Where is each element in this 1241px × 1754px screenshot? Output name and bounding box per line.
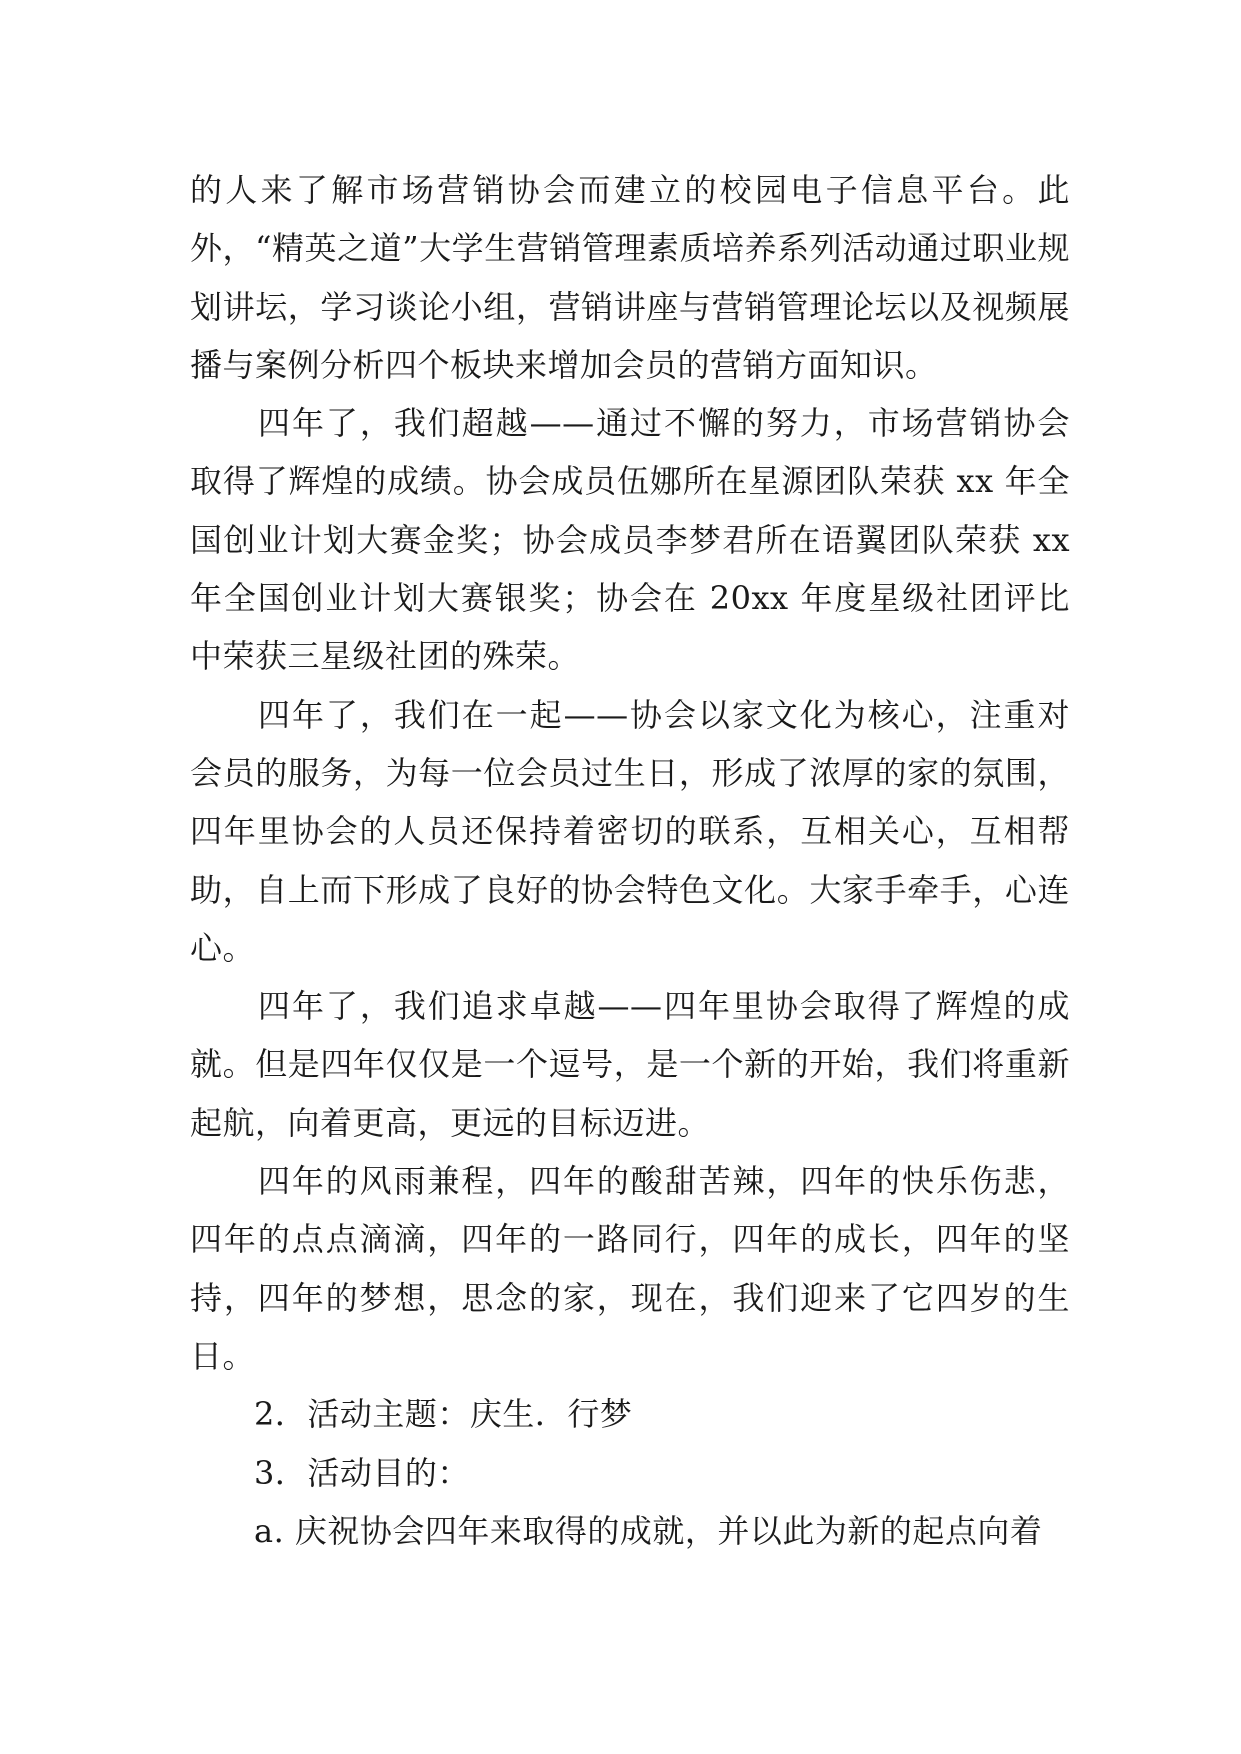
paragraph-excellence: 四年了，我们追求卓越——四年里协会取得了辉煌的成就。但是四年仅仅是一个逗号，是一个新的开始，我们将重新起航，向着更高，更远的目标迈进。	[190, 987, 1070, 1142]
activity-theme: 2．活动主题：庆生．行梦	[254, 1395, 633, 1434]
activity-purpose-a: a. 庆祝协会四年来取得的成就，并以此为新的起点向着	[254, 1511, 1043, 1550]
paragraph-intro-continuation: 的人来了解市场营销协会而建立的校园电子信息平台。此外，“精英之道”大学生营销管理素质培养系列活动通过职业规划讲坛，学习谈论小组，营销讲座与营销管理论坛以及视频展播与案例分析四个板块来增加会员的营销方面知识。	[190, 171, 1070, 384]
paragraph-four-years: 四年的风雨兼程，四年的酸甜苦辣，四年的快乐伤悲，四年的点点滴滴，四年的一路同行，四年的成长，四年的坚持，四年的梦想，思念的家，现在，我们迎来了它四岁的生日。	[190, 1162, 1070, 1375]
activity-purpose-heading: 3．活动目的：	[254, 1453, 470, 1492]
paragraph-together: 四年了，我们在一起——协会以家文化为核心，注重对会员的服务，为每一位会员过生日，形成了浓厚的家的氛围，四年里协会的人员还保持着密切的联系，互相关心，互相帮助，自上而下形成了良好的协会特色文化。大家手牵手，心连心。	[190, 695, 1070, 967]
document-body	[190, 161, 1070, 1560]
paragraph-achievements: 四年了，我们超越——通过不懈的努力，市场营销协会取得了辉煌的成绩。协会成员伍娜所在星源团队荣获 xx 年全国创业计划大赛金奖；协会成员李梦君所在语翼团队荣获 xx 年全国创业计划大赛银奖；协会在 20xx 年度星级社团评比中荣获三星级社团的殊荣。	[190, 404, 1070, 676]
